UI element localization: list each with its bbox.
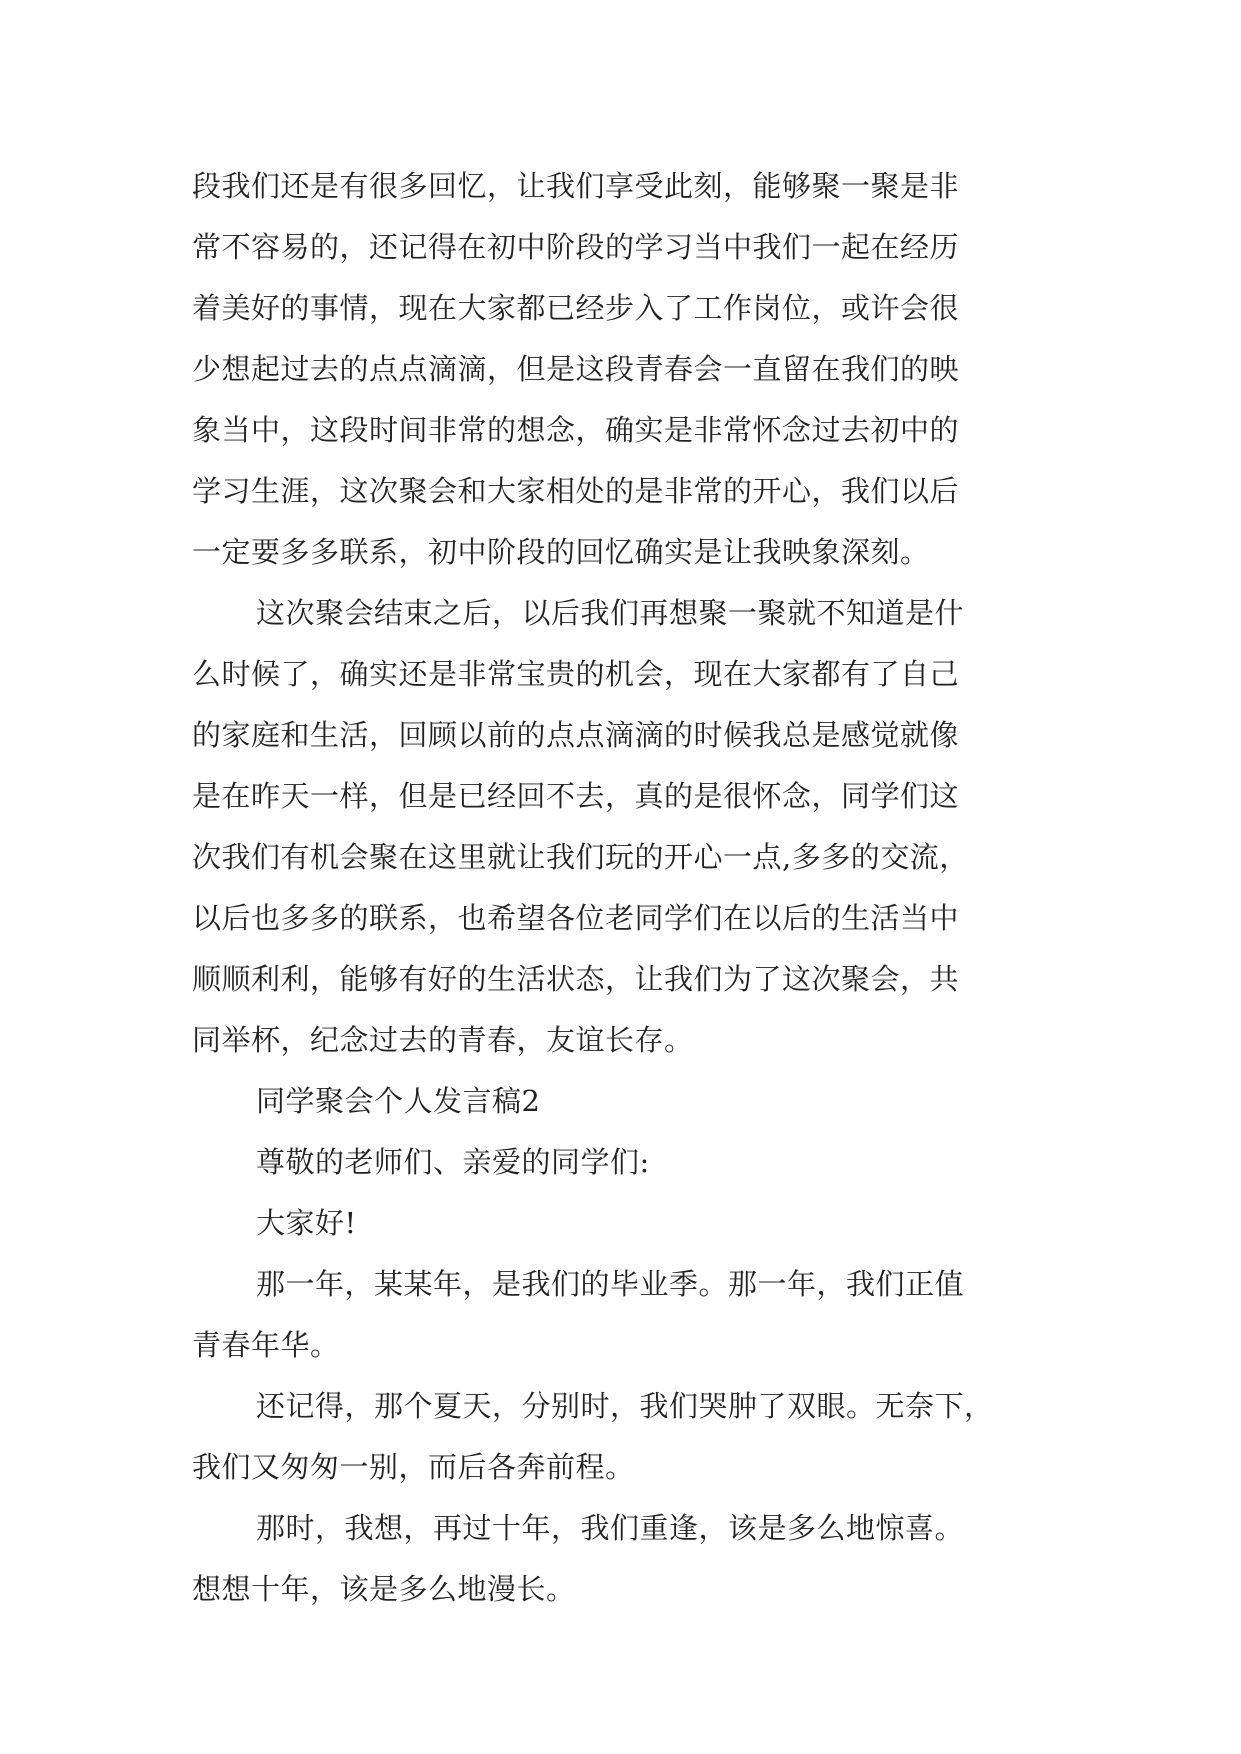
text-line-4: 少想起过去的点点滴滴，但是这段青春会一直留在我们的映 <box>192 352 960 386</box>
paragraph-2-line-6: 以后也多多的联系，也希望各位老同学们在以后的生活当中 <box>192 901 960 935</box>
paragraph-2-line-3: 的家庭和生活，回顾以前的点点滴滴的时候我总是感觉就像 <box>192 718 960 752</box>
text-line-7: 一定要多多联系，初中阶段的回忆确实是让我映象深刻。 <box>192 535 930 569</box>
text-line-6: 学习生涯，这次聚会和大家相处的是非常的开心，我们以后 <box>192 474 960 508</box>
paragraph-2-line-2: 么时候了，确实还是非常宝贵的机会，现在大家都有了自己 <box>192 657 960 691</box>
greeting-line: 大家好! <box>256 1206 357 1240</box>
section-heading: 同学聚会个人发言稿2 <box>256 1084 541 1118</box>
paragraph-2-line-1: 这次聚会结束之后，以后我们再想聚一聚就不知道是什 <box>256 596 965 630</box>
text-line-3: 着美好的事情，现在大家都已经步入了工作岗位，或许会很 <box>192 291 960 325</box>
paragraph-2-line-7: 顺顺利利，能够有好的生活状态，让我们为了这次聚会，共 <box>192 962 960 996</box>
paragraph-2-line-5: 次我们有机会聚在这里就让我们玩的开心一点,多多的交流， <box>192 840 969 874</box>
text-line-1: 段我们还是有很多回忆，让我们享受此刻，能够聚一聚是非 <box>192 169 960 203</box>
text-line-5: 象当中，这段时间非常的想念，确实是非常怀念过去初中的 <box>192 413 960 447</box>
paragraph-4-line-2: 我们又匆匆一别，而后各奔前程。 <box>192 1450 635 1484</box>
salutation-line: 尊敬的老师们、亲爱的同学们: <box>256 1145 650 1179</box>
paragraph-5-line-2: 想想十年，该是多么地漫长。 <box>192 1572 576 1606</box>
text-line-2: 常不容易的，还记得在初中阶段的学习当中我们一起在经历 <box>192 230 960 264</box>
paragraph-2-line-4: 是在昨天一样，但是已经回不去，真的是很怀念，同学们这 <box>192 779 960 813</box>
paragraph-3-line-2: 青春年华。 <box>192 1328 340 1362</box>
paragraph-4-line-1: 还记得，那个夏天，分别时，我们哭肿了双眼。无奈下， <box>256 1389 994 1423</box>
paragraph-5-line-1: 那时，我想，再过十年，我们重逢，该是多么地惊喜。 <box>256 1511 965 1545</box>
document-body <box>192 156 1052 1620</box>
paragraph-3-line-1: 那一年，某某年，是我们的毕业季。那一年，我们正值 <box>256 1267 965 1301</box>
paragraph-2-line-8: 同举杯，纪念过去的青春，友谊长存。 <box>192 1023 694 1057</box>
